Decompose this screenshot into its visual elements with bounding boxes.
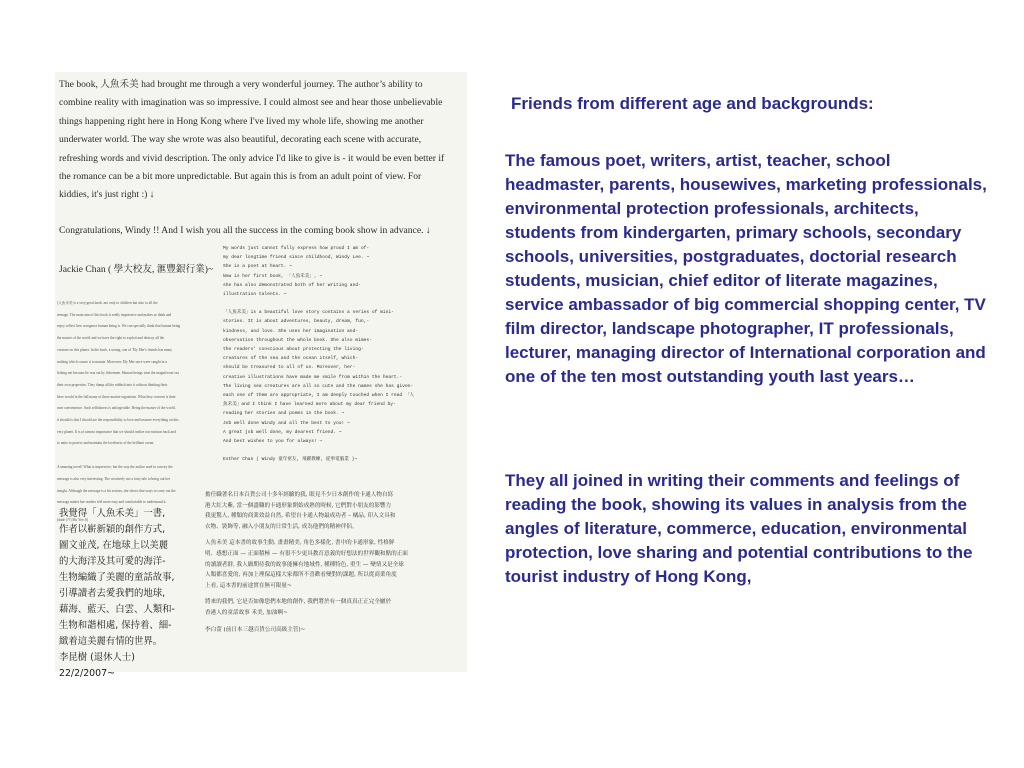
chinese-letter-line: 的讀讀者群, 我人願期待我的故事能擁有地域性, 種種特色, 重生 — 變情又是全球	[205, 561, 404, 568]
small-letter-line: to unite to protect and maintain the loveliness of the brilliant ocean.	[57, 441, 155, 446]
mono-letter-line: She is a poet at heart. ~	[223, 264, 292, 270]
chinese-letter-line: 人類都喜愛的, 再加上理保這樣大家都所不喜歡看變對的課題, 所以從商業角度	[205, 572, 397, 579]
small-letter-line: have would in the full many of these marine organisms. What they concern is their	[57, 394, 176, 399]
small-letter-line: own convenience. Such selfishness is unforgivable. Being the master of the world,	[57, 406, 176, 411]
chinese-letter-line: 上看, 這本書的前途實在無可限量~	[205, 582, 292, 589]
chinese-letter-line: 衣物、裝飾等, 融入小朋友的日常生活, 成為他們的精神伴侶。	[205, 523, 358, 530]
handwritten-line: 圖文並茂, 在地球上以美麗	[59, 540, 169, 551]
small-letter-line: very planet. It is of utmost importance that we should realize our mission back and	[57, 429, 176, 434]
mono-letter-line: The living sea creatures are all so cute and the names she has given-	[223, 383, 414, 389]
comments-paragraph: They all joined in writing their comments and feelings of reading the book, showing its values in analysis from the angles of literature, commerce, education, environmental protection, love sharing and potential contributions to the tourist industry of Hong Kong,	[505, 471, 973, 586]
mono-letter-line: kindness, and love. She uses her imagination and-	[223, 328, 359, 334]
mono-letter-line: should be treasured to all of us. Moreover, her-	[223, 365, 356, 371]
main-letter-line: things happening right here in Hong Kong where I've lived my whole life, showing me another	[59, 115, 424, 127]
small-letter-line: creature on this planet. In the book, a strong, one of 'Ely Mer's friends has many	[57, 347, 173, 352]
small-letter-line: teenage. The main aim of this book is really impressive and makes us think and	[57, 312, 172, 317]
handwritten-signature: 李昆樹 (退休人士)	[59, 652, 135, 663]
mono-letter-line: my dear longtime friend since childhood, Windy Lee. ~	[223, 255, 370, 261]
mono-letter-line: My words just cannot fully express how proud I am of-	[223, 246, 370, 251]
mono-letter-line: illustration talents. ~	[223, 292, 287, 298]
handwritten-line: 引導讀者去愛我們的地球,	[59, 588, 166, 599]
handwritten-line: 生物編織了美麗的童話故事,	[59, 572, 175, 583]
small-letter-line: message is also very interesting. The creatively use a fairy tale to bring out her	[57, 476, 170, 481]
handwritten-line: 我覺得「人魚禾美」一書,	[59, 508, 166, 519]
small-letter-line: message makes her readers feel more easy and comfortable to understand it.	[57, 500, 167, 505]
small-letter-line: it should is that I should are the responsibility to love and treasure everything on this	[57, 418, 179, 423]
handwritten-letter	[59, 506, 205, 682]
main-letter-line: kiddies, it's just right :) ↓	[59, 189, 155, 201]
handwritten-line: 的大海洋及其可愛的海洋-	[59, 556, 166, 567]
small-letter-line: their own properties. They dump all the rubbish into it without thinking their	[57, 382, 168, 387]
small-letter-line: insight. Although the message is a bit serious, she shows that ways to carry out the	[57, 488, 176, 493]
mono-letter-line: 「人魚禾美」is a beautiful love story contains a series of mini-	[223, 310, 394, 316]
mono-letter-line: 魚禾美」and I think I have learned more about my dear friend by-	[223, 402, 396, 408]
mono-letter-line: observation throughout the whole book. She also mimes-	[223, 337, 372, 343]
small-letter-line: (人魚禾美 is a very great book, not only to children but also to all the	[57, 301, 158, 305]
mono-letter-line: Now is her first book, 「人魚禾美」, ~	[223, 273, 323, 279]
mono-letter-signature: Esther Chan ( Windy 童年密友, 飛躍教練, 從事電腦業 )~	[223, 457, 358, 463]
mono-letter-line: stories. It is about adventures, beauty, dream, fun,-	[223, 319, 370, 325]
chinese-letter-line: 擔任職著名日本百貨公司十多年經驗的我, 眼見不少日本創作的卡通人物自寫	[205, 492, 394, 498]
chinese-letter-line: 明、感想正面 — 正面積極 — 有很不少更具教育意義的好想法的世界觀和點的正面	[205, 550, 408, 557]
small-letter-line: the master of the world and we have the right to exploit and destroy all the	[57, 336, 165, 341]
handwritten-date: 22/2/2007~	[59, 668, 115, 679]
chinese-letter	[205, 490, 463, 635]
small-letter-line: fishing net because he was eat by fishermen. Human beings treat the magnificent sea	[57, 371, 179, 376]
main-letter-congrats: Congratulations, Windy !! And I wish you all the success in the coming book show in advance. ↓	[59, 224, 431, 236]
mono-letter-line: reading her stories and poems in the book. ~	[223, 411, 345, 417]
contributors-paragraph: The famous poet, writers, artist, teacher, school headmaster, parents, housewives, marketing professionals, environmental protection professionals, architects, students from kindergarten, primary schools, secondary schools, universities, postgraduates, doctorial research students, musician, chief editor of literate magazines, service ambassador of big commercial shopping center, TV film director, landscape photographer, IT professionals, lecturer, managing director of International corporation and one of the ten most outstanding youth last years…	[505, 151, 987, 386]
handwritten-line: 生物和諧相處, 保持着、細-	[59, 620, 172, 631]
mono-letter-line: she has also demonstrated both of her writing and-	[223, 282, 361, 288]
main-letter-line: combine reality with imagination was so impressive. I could almost see and hear those unbelievable	[59, 97, 443, 109]
mono-letter-line: the readers' conscious about protecting the living-	[223, 347, 364, 353]
friends-heading: Friends from different age and backgrounds:	[511, 94, 874, 113]
main-letter-line: refreshing words and vivid description. The only advice I'd like to give is - it would be even better if	[59, 152, 445, 164]
scanned-letters-collage	[55, 72, 467, 679]
mono-letter-line: A great job well done, my dearest friend. ~	[223, 429, 342, 435]
small-letter-line: enjoy reflect how arrogance human being is. We can specially think that human being	[57, 324, 181, 329]
main-letter-line: underwater world. The way she wrote was also beautiful, decorating each scene with accurate,	[59, 134, 422, 146]
small-letter-line: (dade (??) Mx Yee Ji)	[57, 517, 89, 522]
chinese-letter-line: 人魚禾美 這本書的故事生動, 畫畫精美, 角色多樣化, 書中的卡通形象, 性格鮮	[205, 540, 395, 547]
mono-letter-line: creative illustrations have made me smile from within the heart.-	[223, 374, 403, 380]
mono-letter-line: And best wishes to you for always! ~	[223, 439, 323, 445]
chinese-letter-line: 我更驚人, 種類的商業效益自然, 希望自卡通人物最成功者 – 橘品, 印入文具和	[205, 513, 396, 520]
chinese-letter-line: 港大紅大紫, 當一個盡職的卡通形象開始成熟的時候, 它們對小朋友的影響力	[205, 502, 392, 509]
chinese-letter-line: 將來的我們, 它是否如像您們本地的創作, 我們將於有一個真真正正完全屬於	[205, 599, 392, 606]
handwritten-line: 緻着這美麗有情的世界。	[59, 636, 163, 647]
small-letter-line: A amazing novel! What is impressive, but the way the author used to convey the	[57, 465, 173, 470]
main-letter-signature: Jackie Chan ( 學大校友, 滙豐銀行業)~	[59, 264, 214, 276]
chinese-letter-line: 香港人的童話故事 禾美, 加油啊~	[205, 609, 288, 616]
small-letter	[57, 298, 217, 527]
mono-letter-line: creatures of the sea and the ocean itself, which-	[223, 356, 359, 362]
handwritten-line: 藉海、藍天、白雲、人類和-	[59, 604, 175, 615]
chinese-letter-signature: 李白蕾 (前日本三越百貨公司高級主管)~	[205, 626, 306, 633]
small-letter-line: nothing which causes it to mutate. Moreover, Ely Mer once were caught in a	[57, 359, 167, 364]
mono-letter-line: each one of them are appropriate, I am deeply touched when I read 「人	[223, 393, 415, 399]
handwritten-line: 作者以嶄新穎的創作方式,	[59, 524, 166, 535]
main-letter-line: The book, 人魚禾美 had brought me through a very wonderful journey. The author’s ability to	[59, 79, 423, 90]
mono-letter-line: Job well done Windy and all the best to you! ~	[223, 420, 350, 426]
mono-letter	[223, 244, 461, 464]
main-letter-line: the romance can be a bit more unpredictable. But again this is from an adult point of view. For	[59, 171, 422, 183]
